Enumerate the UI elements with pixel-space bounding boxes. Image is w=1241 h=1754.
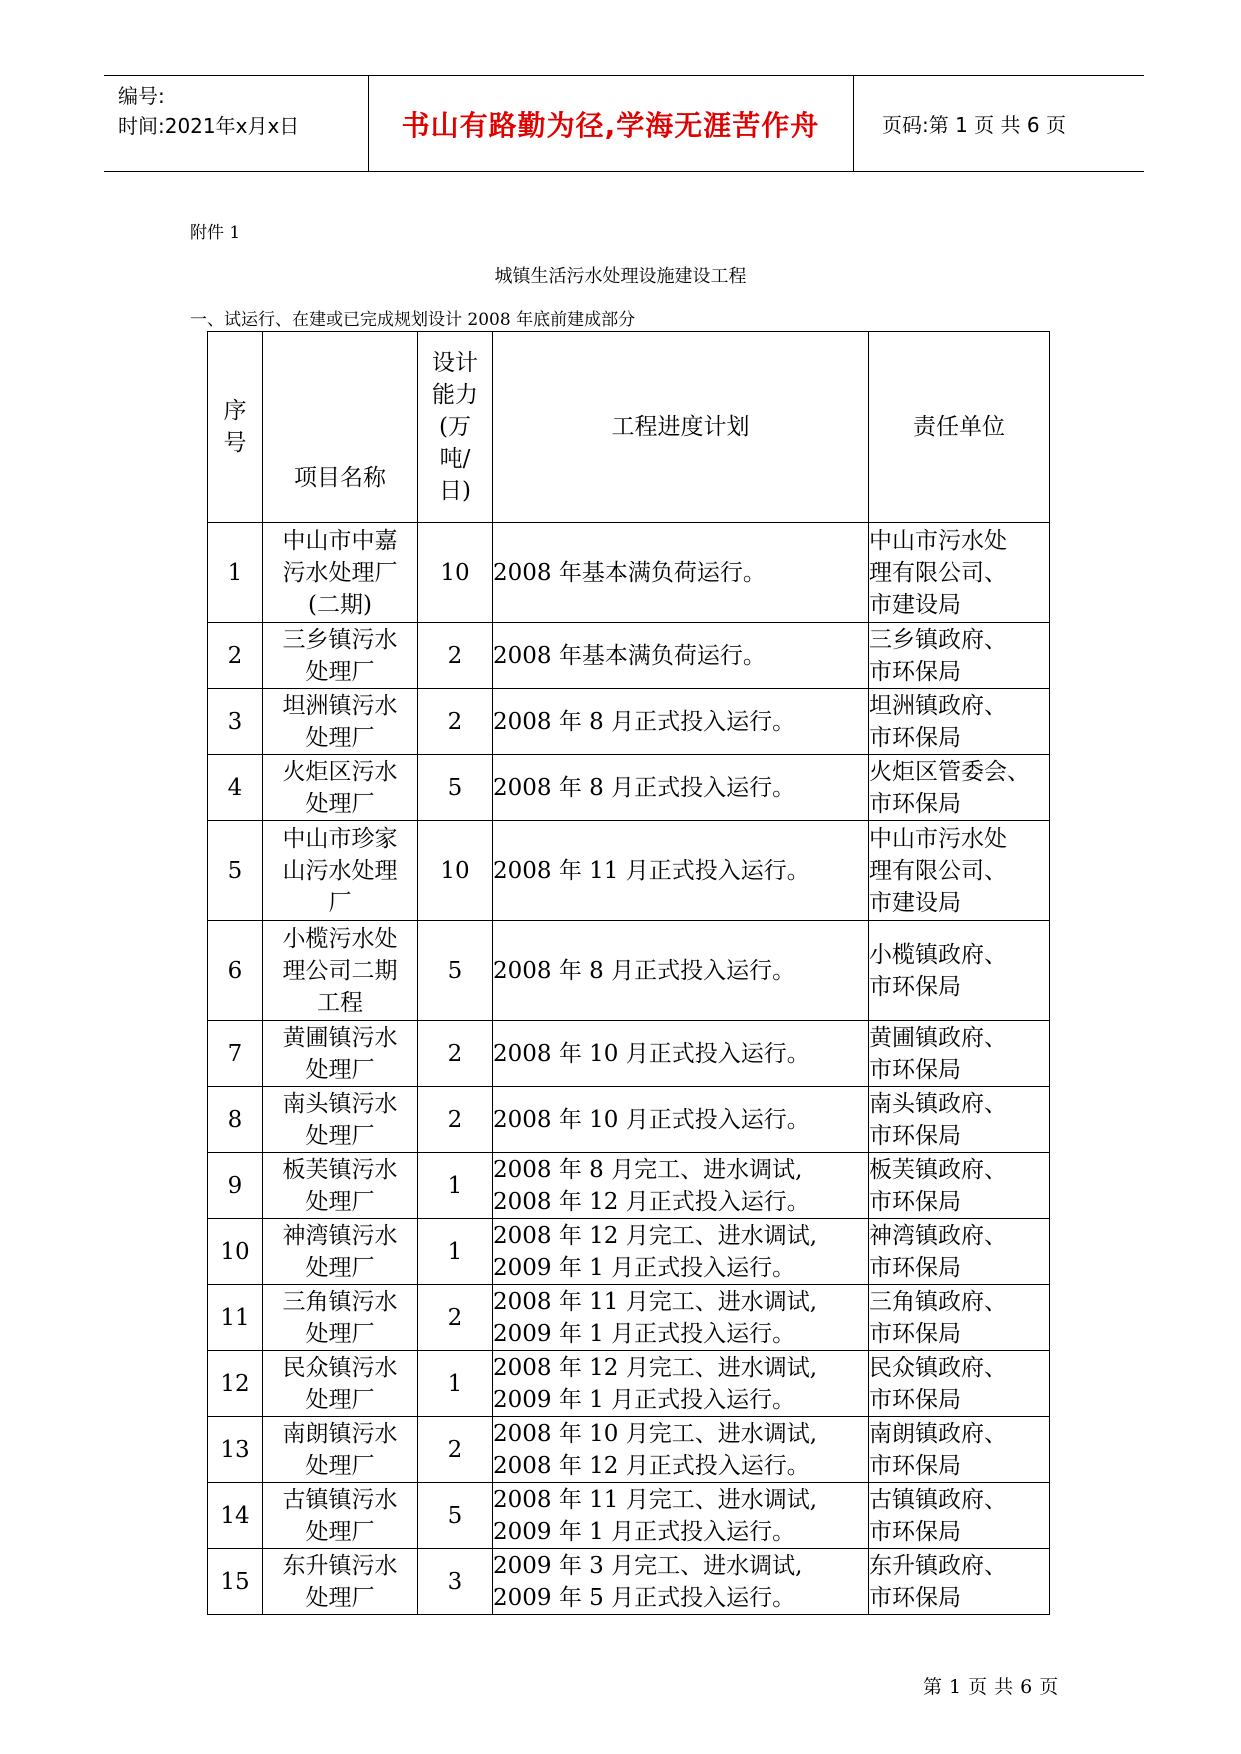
progress-plan-cell: 2008 年 8 月完工、进水调试, 2008 年 12 月正式投入运行。 (493, 1153, 869, 1219)
progress-plan-cell: 2008 年 11 月正式投入运行。 (493, 821, 869, 921)
progress-plan-cell: 2008 年 10 月完工、进水调试, 2008 年 12 月正式投入运行。 (493, 1417, 869, 1483)
table-row (208, 1021, 1050, 1087)
footer-page-number: 1 (949, 1676, 963, 1698)
document-title: 城镇生活污水处理设施建设工程 (494, 266, 747, 287)
project-name-cell: 古镇镇污水 处理厂 (263, 1483, 418, 1549)
header-meta (104, 76, 369, 171)
footer-ye-2: 页 (1039, 1676, 1060, 1698)
project-name-cell: 民众镇污水 处理厂 (263, 1351, 418, 1417)
number-label: 编号: (118, 84, 165, 108)
progress-plan-cell: 2008 年基本满负荷运行。 (493, 523, 869, 623)
header-unit-text: 责任单位 (913, 414, 1005, 440)
table-row (208, 921, 1050, 1021)
header-motto: 书山有路勤为径,学海无涯苦作舟 (368, 76, 854, 171)
footer-total-pages: 6 (1020, 1676, 1034, 1698)
row-number-cell: 15 (208, 1549, 263, 1615)
responsible-unit-cell: 南朗镇政府、 市环保局 (869, 1417, 1050, 1483)
table-row (208, 689, 1050, 755)
row-number-cell: 8 (208, 1087, 263, 1153)
responsible-unit-cell: 神湾镇政府、 市环保局 (869, 1219, 1050, 1285)
responsible-unit-cell: 中山市污水处 理有限公司、 市建设局 (869, 523, 1050, 623)
header-plan-text: 工程进度计划 (611, 414, 750, 440)
row-number-cell: 5 (208, 821, 263, 921)
page-footer (920, 1672, 1062, 1699)
responsible-unit-cell: 中山市污水处 理有限公司、 市建设局 (869, 821, 1050, 921)
row-number-cell: 7 (208, 1021, 263, 1087)
row-number-cell: 11 (208, 1285, 263, 1351)
capacity-cell: 2 (418, 1021, 493, 1087)
responsible-unit-cell: 三乡镇政府、 市环保局 (869, 623, 1050, 689)
table-row (208, 821, 1050, 921)
responsible-unit-cell: 板芙镇政府、 市环保局 (869, 1153, 1050, 1219)
table-row (208, 755, 1050, 821)
capacity-cell: 2 (418, 1285, 493, 1351)
responsible-unit-cell: 小榄镇政府、 市环保局 (869, 921, 1050, 1021)
project-name-cell: 中山市珍家 山污水处理 厂 (263, 821, 418, 921)
header-cell-name (263, 332, 418, 523)
capacity-cell: 1 (418, 1153, 493, 1219)
capacity-cell: 2 (418, 1087, 493, 1153)
responsible-unit-cell: 坦洲镇政府、 市环保局 (869, 689, 1050, 755)
row-number-cell: 6 (208, 921, 263, 1021)
progress-plan-cell: 2008 年 11 月完工、进水调试, 2009 年 1 月正式投入运行。 (493, 1285, 869, 1351)
document-header (104, 75, 1144, 172)
time-label: 时间:2021年x月x日 (118, 114, 300, 138)
progress-plan-cell: 2008 年 10 月正式投入运行。 (493, 1087, 869, 1153)
row-number-cell: 2 (208, 623, 263, 689)
capacity-cell: 2 (418, 1417, 493, 1483)
footer-di: 第 (923, 1676, 944, 1698)
capacity-cell: 3 (418, 1549, 493, 1615)
project-name-cell: 三角镇污水 处理厂 (263, 1285, 418, 1351)
progress-plan-cell: 2008 年 8 月正式投入运行。 (493, 689, 869, 755)
capacity-cell: 1 (418, 1351, 493, 1417)
responsible-unit-cell: 三角镇政府、 市环保局 (869, 1285, 1050, 1351)
table-row (208, 1219, 1050, 1285)
table-row (208, 623, 1050, 689)
table-body (208, 523, 1050, 1615)
section-heading: 一、试运行、在建或已完成规划设计 2008 年底前建成部分 (190, 310, 636, 330)
table-row (208, 1153, 1050, 1219)
header-cell-no (208, 332, 263, 523)
project-name-cell: 中山市中嘉 污水处理厂 (二期) (263, 523, 418, 623)
header-capacity-text: 设计 能力 (万 吨/ 日) (432, 350, 478, 504)
row-number-cell: 1 (208, 523, 263, 623)
row-number-cell: 3 (208, 689, 263, 755)
project-name-cell: 板芙镇污水 处理厂 (263, 1153, 418, 1219)
responsible-unit-cell: 南头镇政府、 市环保局 (869, 1087, 1050, 1153)
table-row (208, 1285, 1050, 1351)
project-name-cell: 东升镇污水 处理厂 (263, 1549, 418, 1615)
header-cell-capacity (418, 332, 493, 523)
header-cell-plan (493, 332, 869, 523)
header-page-label: 页码:第 1 页 共 6 页 (882, 113, 1066, 137)
table-row (208, 1483, 1050, 1549)
capacity-cell: 10 (418, 821, 493, 921)
progress-plan-cell: 2008 年基本满负荷运行。 (493, 623, 869, 689)
project-name-cell: 火炬区污水 处理厂 (263, 755, 418, 821)
progress-plan-cell: 2008 年 10 月正式投入运行。 (493, 1021, 869, 1087)
header-no-text: 序 号 (223, 398, 247, 456)
progress-plan-cell: 2009 年 3 月完工、进水调试, 2009 年 5 月正式投入运行。 (493, 1549, 869, 1615)
capacity-cell: 1 (418, 1219, 493, 1285)
project-name-cell: 三乡镇污水 处理厂 (263, 623, 418, 689)
footer-gong: 共 (994, 1676, 1015, 1698)
header-name-text: 项目名称 (294, 465, 386, 491)
capacity-cell: 5 (418, 1483, 493, 1549)
table-row (208, 1549, 1050, 1615)
row-number-cell: 14 (208, 1483, 263, 1549)
responsible-unit-cell: 东升镇政府、 市环保局 (869, 1549, 1050, 1615)
row-number-cell: 12 (208, 1351, 263, 1417)
project-name-cell: 黄圃镇污水 处理厂 (263, 1021, 418, 1087)
header-cell-unit (869, 332, 1050, 523)
row-number-cell: 10 (208, 1219, 263, 1285)
project-name-cell: 小榄污水处 理公司二期 工程 (263, 921, 418, 1021)
table-row (208, 523, 1050, 623)
project-name-cell: 南头镇污水 处理厂 (263, 1087, 418, 1153)
project-name-cell: 坦洲镇污水 处理厂 (263, 689, 418, 755)
progress-plan-cell: 2008 年 11 月完工、进水调试, 2009 年 1 月正式投入运行。 (493, 1483, 869, 1549)
row-number-cell: 13 (208, 1417, 263, 1483)
responsible-unit-cell: 黄圃镇政府、 市环保局 (869, 1021, 1050, 1087)
progress-plan-cell: 2008 年 8 月正式投入运行。 (493, 921, 869, 1021)
responsible-unit-cell: 古镇镇政府、 市环保局 (869, 1483, 1050, 1549)
responsible-unit-cell: 民众镇政府、 市环保局 (869, 1351, 1050, 1417)
responsible-unit-cell: 火炬区管委会、 市环保局 (869, 755, 1050, 821)
annex-label: 附件 1 (190, 223, 241, 243)
project-name-cell: 南朗镇污水 处理厂 (263, 1417, 418, 1483)
table-row (208, 1087, 1050, 1153)
row-number-cell: 9 (208, 1153, 263, 1219)
progress-plan-cell: 2008 年 12 月完工、进水调试, 2009 年 1 月正式投入运行。 (493, 1219, 869, 1285)
project-name-cell: 神湾镇污水 处理厂 (263, 1219, 418, 1285)
capacity-cell: 10 (418, 523, 493, 623)
table-header-row (208, 332, 1050, 523)
capacity-cell: 5 (418, 755, 493, 821)
footer-ye: 页 (968, 1676, 989, 1698)
row-number-cell: 4 (208, 755, 263, 821)
table-row (208, 1351, 1050, 1417)
table-row (208, 1417, 1050, 1483)
progress-plan-cell: 2008 年 8 月正式投入运行。 (493, 755, 869, 821)
progress-plan-cell: 2008 年 12 月完工、进水调试, 2009 年 1 月正式投入运行。 (493, 1351, 869, 1417)
capacity-cell: 5 (418, 921, 493, 1021)
capacity-cell: 2 (418, 623, 493, 689)
capacity-cell: 2 (418, 689, 493, 755)
project-table (207, 331, 1050, 1615)
